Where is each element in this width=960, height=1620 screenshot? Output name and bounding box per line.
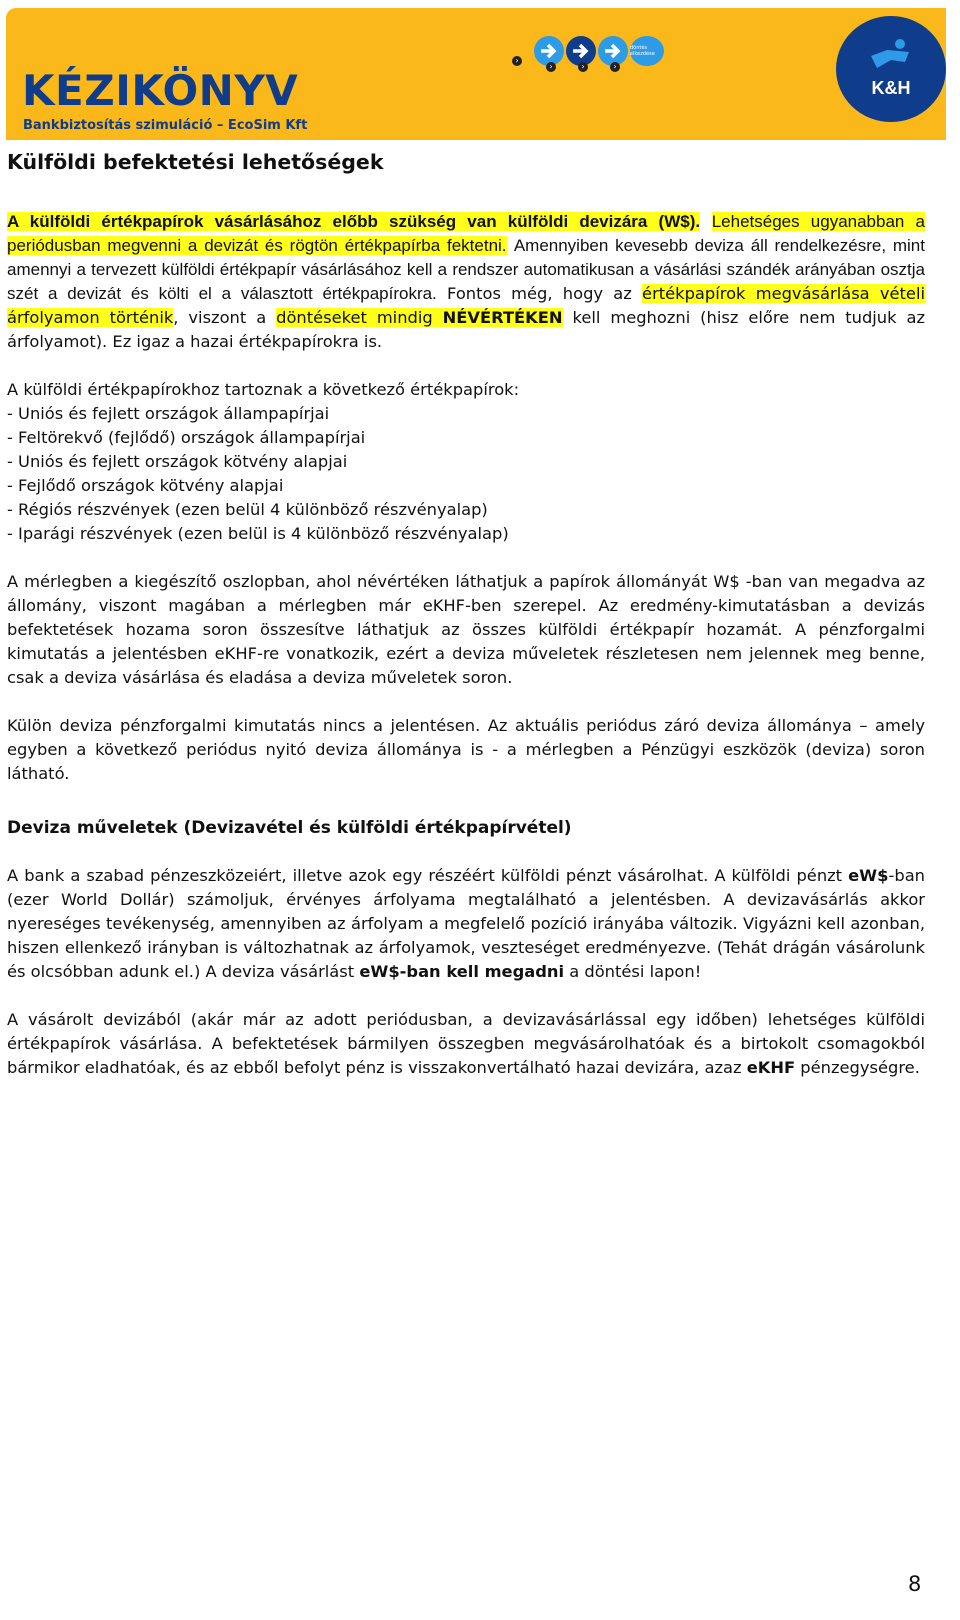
manual-title: KÉZIKÖNYV <box>22 66 299 115</box>
list-item: - Iparági részvények (ezen belül is 4 különböző részvényalap) <box>7 524 509 543</box>
fx-paragraph <box>7 864 925 984</box>
list-item: - Régiós részvények (ezen belül 4 különböző részvényalap) <box>7 500 488 519</box>
section-title: Deviza műveletek (Devizavétel és külföldi értékpapírvétel) <box>7 818 572 838</box>
sell-text-c: pénzegységre. <box>795 1058 920 1077</box>
securities-list <box>7 378 925 546</box>
decision-highlight: döntéseket mindig <box>276 308 443 327</box>
start-decision-icon[interactable] <box>630 36 664 66</box>
list-intro: A külföldi értékpapírokhoz tartoznak a következő értékpapírok: <box>7 380 520 399</box>
nominal-note-a: Fontos még, hogy az <box>447 284 643 303</box>
fx-bold-instruction: eW$-ban kell megadni <box>359 962 565 981</box>
purchase-price-highlight: értékpapírok megvásárlása vételi árfolyamon történik <box>7 284 925 327</box>
arrow-small-icon[interactable]: › <box>578 62 588 72</box>
nav-small-label: döntés elkezdése <box>630 45 655 57</box>
arrow-small-icon[interactable]: › <box>546 62 556 72</box>
sell-paragraph <box>7 1008 925 1080</box>
nominal-note-c: kell meghozni (hisz előre nem tudjuk az árfolyamot). Ez igaz a hazai értékpapírokra is. <box>7 308 926 351</box>
fx-text-d: a döntési lapon! <box>564 962 702 981</box>
fx-bold-ew: eW$ <box>848 866 889 885</box>
balance-paragraph: A mérlegben a kiegészítő oszlopban, ahol névértéken láthatjuk a papírok állományát W$ -ban van megadva az állomány, viszont magában a mérlegben már eKHF-ben szerepel. Az eredmény-kimutatásban a devizás befektetések hozama soron összesítve láthatjuk az összes külföldi értékpapír hozamát. A pénzforgalmi kimutatás a jelentésben eKHF-re vonatkozik, ezért a deviza műveletek részletesen nem jelennek meg benne, csak a deviza vásárlása és eladása a deviza műveletek soron. <box>7 572 925 687</box>
logo-text: K&H <box>871 78 911 98</box>
arrow-small-icon[interactable]: › <box>610 62 620 72</box>
cashflow-paragraph: Külön deviza pénzforgalmi kimutatás nincs a jelentésen. Az aktuális periódus záró deviza állománya – amely egyben a következő periódus nyitó deviza állománya is - a mérlegben a Pénzügyi eszközök (deviza) soron látható. <box>7 716 925 783</box>
fx-text-c: -ban (ezer World Dollár) számoljuk, érvényes árfolyama megtalálható a jelentésben. A devizavásárlás akkor nyereséges tevékenység, amennyiben az árfolyam a megfelelő pozíció irányába változik. Vigyázni kell azonban, hiszen ellenkező irányban is változhatnak az árfolyamok, veszteséget eredményezve. (Tehát drágán vásárolunk és olcsóbban adunk el.) A deviza vásárlást <box>7 866 925 981</box>
sell-bold-ekhf: eKHF <box>746 1058 796 1077</box>
sell-text-a: A vásárolt devizából (akár már az adott periódusban, a devizavásárlással egy időben) lehetséges külföldi értékpapírok vásárlása. A befektetések bármilyen összegben megvásárolhatóak és a birtokolt csomagokból bármikor eladhatóak, és az ebből befolyt pénz is visszakonvertálható hazai devizára, azaz <box>7 1010 925 1077</box>
fx-text-a: A bank a szabad pénzeszközeiért, illetve azok egy részéért külföldi pénzt vásárolhat. A külföldi pénzt <box>7 866 849 885</box>
kh-logo <box>836 16 946 122</box>
highlight-sentence: Lehetséges ugyanabban a periódusban megvenni a devizát és rögtön értékpapírba fektetni. <box>7 212 925 255</box>
highlight-bold-sentence: A külföldi értékpapírok vásárlásához előbb szükség van külföldi devizára (W$). <box>7 212 701 231</box>
page-number: 8 <box>908 1572 922 1596</box>
arrow-small-icon[interactable]: › <box>512 56 522 66</box>
nominal-note-b: , viszont a <box>173 308 277 327</box>
list-item: - Uniós és fejlett országok állampapírjai <box>7 404 330 423</box>
logo-figure-icon <box>869 38 913 74</box>
page-title: Külföldi befektetési lehetőségek <box>7 150 384 174</box>
nominal-value-highlight: NÉVÉRTÉKEN <box>442 308 563 327</box>
nav-arrows <box>515 30 696 80</box>
list-item: - Uniós és fejlett országok kötvény alapjai <box>7 452 348 471</box>
intro-paragraph <box>7 210 925 354</box>
list-item: - Feltörekvő (fejlődő) országok állampapírjai <box>7 428 366 447</box>
list-item: - Fejlődő országok kötvény alapjai <box>7 476 284 495</box>
manual-subtitle: Bankbiztosítás szimuláció – EcoSim Kft <box>23 118 308 133</box>
rest-sentence: Amennyiben kevesebb deviza áll rendelkezésre, mint amennyi a tervezett külföldi értékpapír vásárlásához kell a rendszer automatikusan a vásárlási szándék arányában osztja szét a devizát és költi el a választott értékpapírokra. <box>7 236 925 303</box>
header-banner <box>6 8 946 140</box>
page-content <box>7 148 925 1080</box>
